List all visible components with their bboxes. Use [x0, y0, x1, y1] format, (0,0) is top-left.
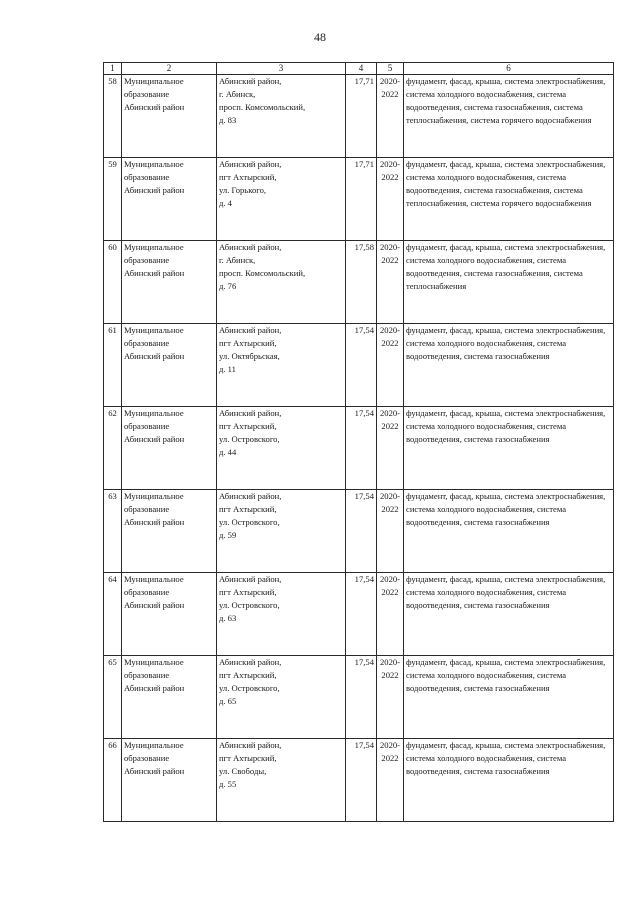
table-row — [104, 75, 614, 158]
cost-cell: 17,54 — [346, 573, 377, 656]
cost-cell: 17,58 — [346, 241, 377, 324]
works-cell — [404, 573, 614, 656]
municipality-cell — [122, 739, 217, 822]
period-line: 2022 — [381, 421, 399, 431]
cost-cell: 17,54 — [346, 656, 377, 739]
period-line: 2022 — [381, 670, 399, 680]
header-row — [104, 63, 614, 75]
cost-cell: 17,54 — [346, 407, 377, 490]
period-line: 2020- — [379, 159, 401, 169]
table-row — [104, 241, 614, 324]
period-cell — [377, 158, 404, 241]
period-line: 2022 — [381, 338, 399, 348]
table-row — [104, 407, 614, 490]
address-line: д. 65 — [219, 696, 237, 706]
period-line: 2022 — [381, 89, 399, 99]
header-cell: 3 — [217, 63, 346, 75]
period-line: 2020- — [379, 657, 401, 667]
works-cell — [404, 656, 614, 739]
municipality-line: Абинский район — [124, 434, 185, 444]
period-line: 2022 — [381, 255, 399, 265]
works-cell — [404, 158, 614, 241]
row-number: 58 — [104, 75, 122, 158]
municipality-cell — [122, 656, 217, 739]
period-line: 2022 — [381, 587, 399, 597]
header-cell: 6 — [404, 63, 614, 75]
row-number: 62 — [104, 407, 122, 490]
row-number: 66 — [104, 739, 122, 822]
address-line: г. Абинск, — [219, 255, 256, 265]
municipality-line: Муниципальное — [124, 491, 184, 501]
address-line: д. 55 — [219, 779, 237, 789]
row-number: 65 — [104, 656, 122, 739]
address-line: д. 4 — [219, 198, 232, 208]
period-cell — [377, 490, 404, 573]
period-line: 2022 — [381, 172, 399, 182]
cost-cell: 17,54 — [346, 739, 377, 822]
municipality-line: Муниципальное — [124, 76, 184, 86]
address-line: пгт Ахтырский, — [219, 172, 277, 182]
period-cell — [377, 241, 404, 324]
period-line: 2020- — [379, 574, 401, 584]
row-number: 61 — [104, 324, 122, 407]
municipality-line: Муниципальное — [124, 159, 184, 169]
municipality-line: Муниципальное — [124, 657, 184, 667]
municipality-line: Абинский район — [124, 517, 185, 527]
works-text: фундамент, фасад, крыша, система электроснабжения, система холодного водоснабжения, система водоотведения, система газоснабжения, система теплоснабжения, система горячего водоснабжения — [406, 76, 606, 125]
municipality-line: Муниципальное — [124, 408, 184, 418]
municipality-line: образование — [124, 504, 170, 514]
address-line: д. 83 — [219, 115, 237, 125]
table-row — [104, 324, 614, 407]
address-line: д. 63 — [219, 613, 237, 623]
municipality-line: Абинский район — [124, 268, 185, 278]
municipality-line: образование — [124, 421, 170, 431]
municipality-line: образование — [124, 89, 170, 99]
address-cell — [217, 324, 346, 407]
address-cell — [217, 75, 346, 158]
municipality-line: Муниципальное — [124, 242, 184, 252]
period-cell — [377, 573, 404, 656]
municipality-line: образование — [124, 753, 170, 763]
works-text: фундамент, фасад, крыша, система электроснабжения, система холодного водоснабжения, система водоотведения, система газоснабжения — [406, 657, 606, 693]
address-line: Абинский район, — [219, 574, 282, 584]
municipality-line: образование — [124, 255, 170, 265]
address-line: Абинский район, — [219, 242, 282, 252]
municipality-line: образование — [124, 172, 170, 182]
address-line: пгт Ахтырский, — [219, 504, 277, 514]
period-line: 2020- — [379, 740, 401, 750]
table-row — [104, 656, 614, 739]
period-line: 2022 — [381, 504, 399, 514]
header-cell: 4 — [346, 63, 377, 75]
address-cell — [217, 739, 346, 822]
municipality-line: Муниципальное — [124, 740, 184, 750]
cost-cell: 17,71 — [346, 158, 377, 241]
address-cell — [217, 407, 346, 490]
works-text: фундамент, фасад, крыша, система электроснабжения, система холодного водоснабжения, система водоотведения, система газоснабжения — [406, 491, 606, 527]
period-cell — [377, 739, 404, 822]
municipality-line: образование — [124, 587, 170, 597]
address-line: Абинский район, — [219, 159, 282, 169]
works-cell — [404, 241, 614, 324]
municipality-line: Абинский район — [124, 600, 185, 610]
period-line: 2020- — [379, 491, 401, 501]
period-line: 2020- — [379, 76, 401, 86]
municipality-cell — [122, 573, 217, 656]
address-line: пгт Ахтырский, — [219, 753, 277, 763]
municipality-line: Абинский район — [124, 683, 185, 693]
municipality-line: Муниципальное — [124, 325, 184, 335]
municipality-cell — [122, 241, 217, 324]
works-text: фундамент, фасад, крыша, система электроснабжения, система холодного водоснабжения, система водоотведения, система газоснабжения, система теплоснабжения, система горячего водоснабжения — [406, 159, 606, 208]
municipality-line: образование — [124, 338, 170, 348]
works-text: фундамент, фасад, крыша, система электроснабжения, система холодного водоснабжения, система водоотведения, система газоснабжения — [406, 740, 606, 776]
address-line: ул. Островского, — [219, 434, 280, 444]
municipality-line: Муниципальное — [124, 574, 184, 584]
address-line: ул. Островского, — [219, 517, 280, 527]
address-line: ул. Горького, — [219, 185, 267, 195]
address-line: ул. Октябрьская, — [219, 351, 280, 361]
period-line: 2020- — [379, 242, 401, 252]
address-line: пгт Ахтырский, — [219, 338, 277, 348]
municipality-line: Абинский район — [124, 351, 185, 361]
address-line: Абинский район, — [219, 76, 282, 86]
address-line: Абинский район, — [219, 408, 282, 418]
period-cell — [377, 407, 404, 490]
address-line: д. 44 — [219, 447, 237, 457]
period-line: 2022 — [381, 753, 399, 763]
municipality-cell — [122, 75, 217, 158]
works-text: фундамент, фасад, крыша, система электроснабжения, система холодного водоснабжения, система водоотведения, система газоснабжения — [406, 408, 606, 444]
address-line: д. 76 — [219, 281, 237, 291]
municipality-cell — [122, 324, 217, 407]
header-cell: 5 — [377, 63, 404, 75]
address-line: ул. Свободы, — [219, 766, 267, 776]
cost-cell: 17,54 — [346, 324, 377, 407]
municipality-line: Абинский район — [124, 185, 185, 195]
address-line: д. 59 — [219, 530, 237, 540]
municipality-line: образование — [124, 670, 170, 680]
works-text: фундамент, фасад, крыша, система электроснабжения, система холодного водоснабжения, система водоотведения, система газоснабжения, система теплоснабжения — [406, 242, 606, 291]
period-line: 2020- — [379, 408, 401, 418]
works-cell — [404, 324, 614, 407]
address-cell — [217, 158, 346, 241]
address-line: Абинский район, — [219, 657, 282, 667]
works-cell — [404, 490, 614, 573]
address-cell — [217, 656, 346, 739]
header-cell: 2 — [122, 63, 217, 75]
address-cell — [217, 573, 346, 656]
address-line: Абинский район, — [219, 491, 282, 501]
municipality-line: Абинский район — [124, 766, 185, 776]
table-row — [104, 158, 614, 241]
period-cell — [377, 324, 404, 407]
row-number: 63 — [104, 490, 122, 573]
period-cell — [377, 656, 404, 739]
address-line: Абинский район, — [219, 740, 282, 750]
address-line: ул. Островского, — [219, 600, 280, 610]
municipality-cell — [122, 158, 217, 241]
table-row — [104, 739, 614, 822]
municipality-line: Абинский район — [124, 102, 185, 112]
address-line: пгт Ахтырский, — [219, 670, 277, 680]
cost-cell: 17,54 — [346, 490, 377, 573]
address-line: д. 11 — [219, 364, 236, 374]
address-line: пгт Ахтырский, — [219, 587, 277, 597]
header-cell: 1 — [104, 63, 122, 75]
cost-cell: 17,71 — [346, 75, 377, 158]
buildings-table — [103, 62, 614, 822]
address-line: Абинский район, — [219, 325, 282, 335]
address-cell — [217, 490, 346, 573]
works-text: фундамент, фасад, крыша, система электроснабжения, система холодного водоснабжения, система водоотведения, система газоснабжения — [406, 574, 606, 610]
table-row — [104, 490, 614, 573]
page-number: 48 — [314, 30, 326, 44]
address-line: ул. Островского, — [219, 683, 280, 693]
works-cell — [404, 739, 614, 822]
address-line: г. Абинск, — [219, 89, 256, 99]
municipality-cell — [122, 490, 217, 573]
row-number: 59 — [104, 158, 122, 241]
row-number: 64 — [104, 573, 122, 656]
address-line: просп. Комсомольский, — [219, 102, 306, 112]
period-line: 2020- — [379, 325, 401, 335]
address-line: пгт Ахтырский, — [219, 421, 277, 431]
period-cell — [377, 75, 404, 158]
works-text: фундамент, фасад, крыша, система электроснабжения, система холодного водоснабжения, система водоотведения, система газоснабжения — [406, 325, 606, 361]
table-row — [104, 573, 614, 656]
address-cell — [217, 241, 346, 324]
row-number: 60 — [104, 241, 122, 324]
works-cell — [404, 75, 614, 158]
works-cell — [404, 407, 614, 490]
address-line: просп. Комсомольский, — [219, 268, 306, 278]
municipality-cell — [122, 407, 217, 490]
